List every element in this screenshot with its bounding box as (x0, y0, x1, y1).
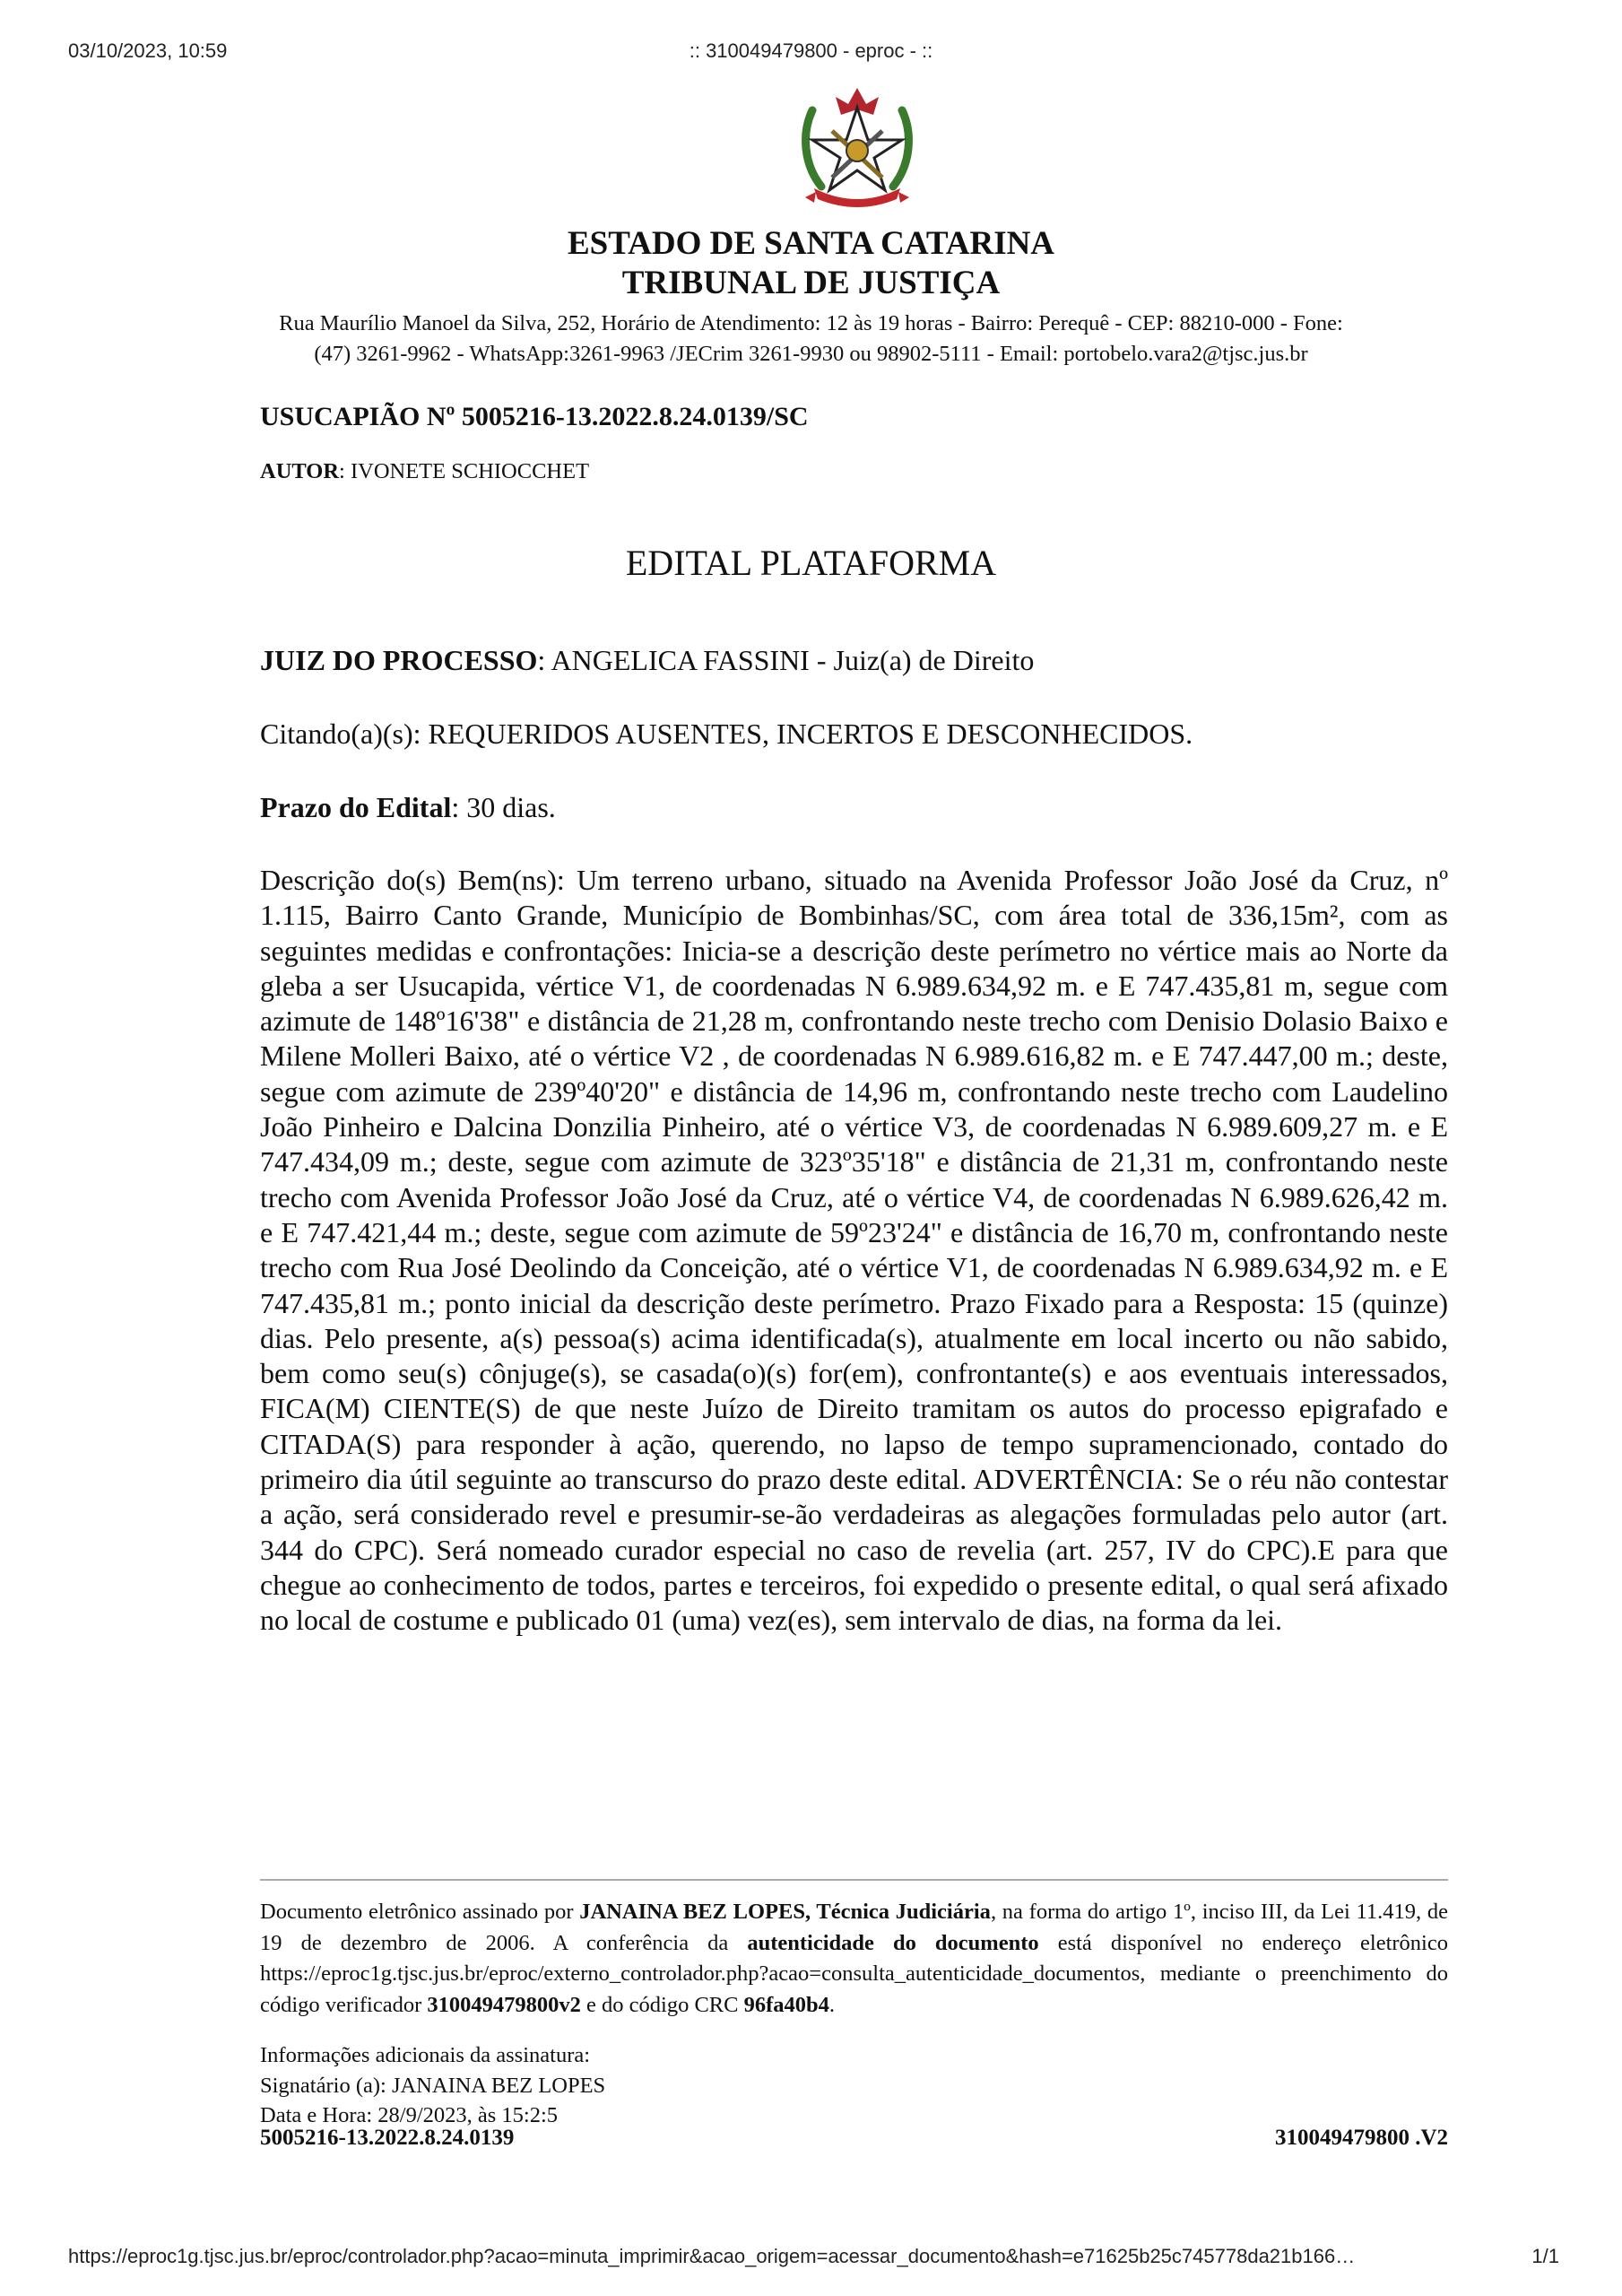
court-address (0, 309, 1622, 370)
authenticity-label: autenticidade do documento (747, 1930, 1039, 1955)
signature-extra-info (260, 2040, 1448, 2131)
deadline-value: : 30 dias. (451, 791, 556, 823)
author-label: AUTOR (260, 459, 340, 483)
signature-divider (260, 1879, 1448, 1881)
judge-line (260, 644, 1448, 677)
address-line-2: (47) 3261-9962 - WhatsApp:3261-9963 /JECrim 3261-9930 ou 98902-5111 - Email: portobelo.vara2@tjsc.jus.br (314, 342, 1308, 366)
signature-text-4: e do código CRC (580, 1992, 744, 2017)
signer-line: Signatário (a): JANAINA BEZ LOPES (260, 2073, 606, 2098)
address-line-1: Rua Maurílio Manoel da Silva, 252, Horário de Atendimento: 12 às 19 horas - Bairro: Perequê - CEP: 88210-000 - Fone: (279, 311, 1343, 335)
case-number: USUCAPIÃO Nº 5005216-13.2022.8.24.0139/SC (260, 402, 809, 431)
signer-name: JANAINA BEZ LOPES, Técnica Judiciária (579, 1900, 991, 1924)
print-datetime: 03/10/2023, 10:59 (68, 39, 228, 62)
extra-info-title: Informações adicionais da assinatura: (260, 2043, 591, 2067)
crc-code: 96fa40b4 (743, 1992, 829, 2017)
property-description: Descrição do(s) Bem(ns): Um terreno urbano, situado na Avenida Professor João José da Cruz, nº 1.115, Bairro Canto Grande, Município de Bombinhas/SC, com área total de 336,15m², com as seguintes medidas e confrontações: Inicia-se a descrição deste perímetro no vértice mais ao Norte da gleba a ser Usucapida, vértice V1, de coordenadas N 6.989.634,92 m. e E 747.435,81 m, segue com azimute de 148º16'38" e distância de 21,28 m, confrontando neste trecho com Denisio Dolasio Baixo e Milene Molleri Baixo, até o vértice V2 , de coordenadas N 6.989.616,82 m. e E 747.447,00 m.; deste, segue com azimute de 239º40'20" e distância de 14,96 m, confrontando neste trecho com Laudelino João Pinheiro e Dalcina Donzilia Pinheiro, até o vértice V3, de coordenadas N 6.989.609,27 m. e E 747.434,09 m.; deste, segue com azimute de 323º35'18" e distância de 21,31 m, confrontando neste trecho com Avenida Professor João José da Cruz, até o vértice V4, de coordenadas N 6.989.626,42 m. e E 747.421,44 m.; deste, segue com azimute de 59º23'24" e distância de 16,70 m, confrontando neste trecho com Rua José Deolindo da Conceição, até o vértice V1, de coordenadas N 6.989.634,92 m. e E 747.435,81 m.; ponto inicial da descrição deste perímetro. Prazo Fixado para a Resposta: 15 (quinze) dias. Pelo presente, a(s) pessoa(s) acima identificada(s), atualmente em local incerto ou não sabido, bem como seu(s) cônjuge(s), se casada(o)(s) for(em), confrontante(s) e aos eventuais interessados, FICA(M) CIENTE(S) de que neste Juízo de Direito tramitam os autos do processo epigrafado e CITADA(S) para responder à ação, querendo, no lapso de tempo supramencionado, contado do primeiro dia útil seguinte ao transcurso do prazo deste edital. ADVERTÊNCIA: Se o réu não contestar a ação, será considerado revel e presumir-se-ão verdadeiras as alegações formuladas pelo autor (art. 344 do CPC). Será nomeado curador especial no caso de revelia (art. 257, IV do CPC).E para que chegue ao conhecimento de todos, partes e terceiros, foi expedido o presente edital, o qual será afixado no local de costume e publicado 01 (uma) vez(es), sem intervalo de dias, na forma da lei. (260, 864, 1448, 1637)
signature-text-5: . (828, 1992, 836, 2017)
electronic-signature-notice (260, 1897, 1448, 2021)
court-name: TRIBUNAL DE JUSTIÇA (621, 265, 1001, 301)
signature-text-2: , na forma do artigo 1º, inciso III, da Lei 11.419, de 19 de dezembro de 2006. A conferência da (260, 1900, 1448, 1955)
document-code: 310049479800 .V2 (1274, 2126, 1448, 2150)
deadline-line (260, 791, 1448, 824)
judge-value: : ANGELICA FASSINI - Juiz(a) de Direito (537, 644, 1035, 676)
edital-title: EDITAL PLATAFORMA (625, 543, 997, 583)
cited-line: Citando(a)(s): REQUERIDOS AUSENTES, INCERTOS E DESCONHECIDOS. (260, 718, 1193, 750)
author-value: : IVONETE SCHIOCCHET (339, 459, 590, 483)
judge-label: JUIZ DO PROCESSO (260, 644, 538, 676)
signature-text-3: está disponível no endereço eletrônico https://eproc1g.tjsc.jus.br/eproc/externo_controlador.php?acao=consulta_autenticidade_documentos, mediante o preenchimento do código verificador (260, 1930, 1448, 2017)
case-author (260, 459, 1448, 484)
print-page-title: :: 310049479800 - eproc - :: (689, 39, 933, 62)
signature-text-1: Documento eletrônico assinado por (260, 1900, 580, 1924)
state-name: ESTADO DE SANTA CATARINA (567, 225, 1055, 262)
print-page-number: 1/1 (1531, 2245, 1559, 2267)
deadline-label: Prazo do Edital (260, 791, 452, 823)
print-url: https://eproc1g.tjsc.jus.br/eproc/controlador.php?acao=minuta_imprimir&acao_origem=acessar_documento&hash=e71625b25c745778da21b166… (68, 2245, 1356, 2267)
document-process-number: 5005216-13.2022.8.24.0139 (260, 2126, 515, 2150)
signature-datetime: Data e Hora: 28/9/2023, às 15:2:5 (260, 2103, 559, 2127)
santa-catarina-coat-of-arms-icon (785, 79, 929, 213)
verifier-code: 310049479800v2 (427, 1992, 581, 2017)
